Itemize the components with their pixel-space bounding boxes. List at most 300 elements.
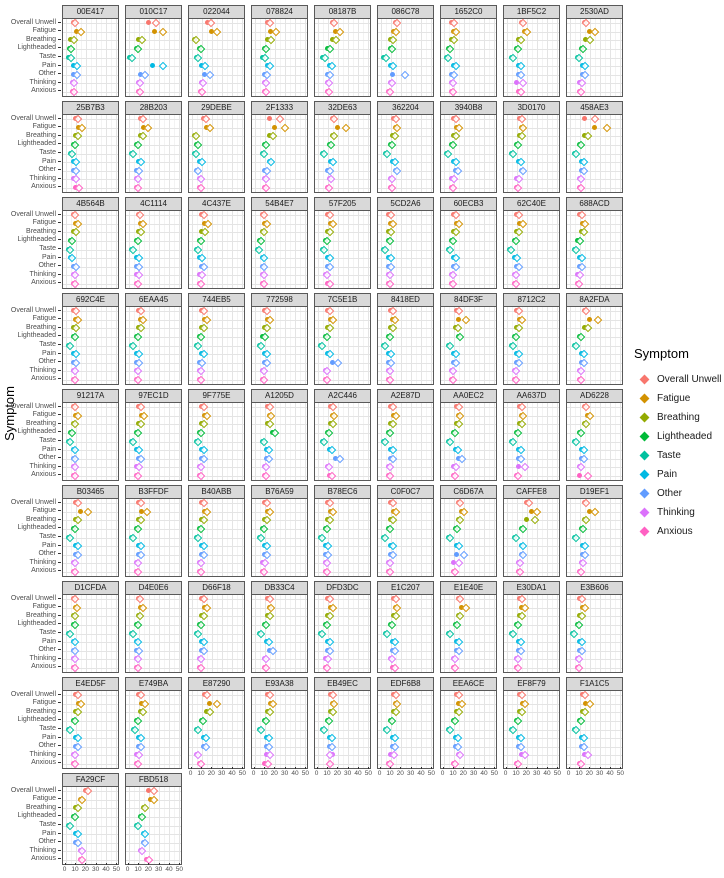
facet-panel-8A2FDA <box>566 293 623 385</box>
data-point-diamond <box>259 211 267 219</box>
x-axis-tick <box>222 767 223 769</box>
gridline-horizontal <box>504 407 559 408</box>
facet-plot-area <box>314 19 371 97</box>
legend-item <box>634 408 724 427</box>
y-axis-tick <box>58 553 61 554</box>
gridline-horizontal <box>189 546 244 547</box>
data-point-diamond <box>454 307 462 315</box>
gridline-horizontal <box>126 555 181 556</box>
x-axis-tick <box>85 863 86 865</box>
y-axis-tick <box>58 47 61 48</box>
gridline-horizontal <box>504 747 559 748</box>
data-point-diamond <box>517 420 525 428</box>
y-axis-label: Overall Unwell <box>0 114 61 123</box>
y-axis-tick <box>58 30 61 31</box>
gridline-horizontal <box>504 738 559 739</box>
data-point-diamond <box>212 700 220 708</box>
facet-panel-6EAA45 <box>125 293 182 385</box>
data-point-diamond <box>453 324 461 332</box>
facet-plot-area <box>314 211 371 289</box>
gridline-horizontal <box>378 136 433 137</box>
gridline-horizontal <box>441 712 496 713</box>
gridline-horizontal <box>567 424 622 425</box>
facet-panel-D1CFDA <box>62 581 119 673</box>
x-axis-tick-label: 20 <box>144 866 152 873</box>
gridline-horizontal <box>567 416 622 417</box>
gridline-horizontal <box>315 416 370 417</box>
x-axis-tick <box>317 767 318 769</box>
y-axis-label: Anxious <box>0 758 61 767</box>
y-axis-tick <box>58 231 61 232</box>
facet-panel-54B4E7 <box>251 197 308 289</box>
gridline-horizontal <box>441 363 496 364</box>
gridline-horizontal <box>252 467 307 468</box>
data-point-diamond <box>454 403 462 411</box>
facet-strip-label: 3D0170 <box>503 101 560 115</box>
data-point-diamond <box>71 324 79 332</box>
facet-strip-label: 28B203 <box>125 101 182 115</box>
gridline-horizontal <box>567 642 622 643</box>
y-axis-label: Taste <box>0 52 61 61</box>
facet-panel-EEA6CE <box>440 677 499 777</box>
gridline-horizontal <box>504 433 559 434</box>
y-axis-tick <box>58 431 61 432</box>
y-axis-tick <box>58 790 61 791</box>
x-axis-tick-label: 0 <box>503 770 508 777</box>
y-axis-tick <box>58 327 61 328</box>
facet-plot-area <box>377 691 434 769</box>
data-point-circle <box>454 552 459 557</box>
x-axis-tick <box>474 767 475 769</box>
gridline-horizontal <box>441 311 496 312</box>
x-axis-tick-label: 20 <box>270 770 278 777</box>
gridline-horizontal <box>504 476 559 477</box>
facet-panel-B3FFDF <box>125 485 182 577</box>
gridline-horizontal <box>567 162 622 163</box>
gridline-horizontal <box>189 320 244 321</box>
gridline-horizontal <box>63 136 118 137</box>
legend-marker-diamond-icon <box>640 432 650 442</box>
y-axis-tick <box>58 353 61 354</box>
legend-item-label: Overall Unwell <box>657 374 722 385</box>
gridline-horizontal <box>189 83 244 84</box>
facet-strip-label: B03465 <box>62 485 119 499</box>
facet-plot-area <box>251 211 308 289</box>
y-axis-label: Thinking <box>0 270 61 279</box>
gridline-horizontal <box>567 738 622 739</box>
facet-panel-2530AD <box>566 5 623 97</box>
y-axis-labels <box>0 594 61 671</box>
gridline-horizontal <box>315 267 370 268</box>
gridline-horizontal <box>567 66 622 67</box>
y-axis-tick <box>58 536 61 537</box>
gridline-horizontal <box>441 136 496 137</box>
gridline-horizontal <box>567 354 622 355</box>
facet-strip-label: 5CD2A6 <box>377 197 434 211</box>
x-axis-tick <box>589 767 590 769</box>
data-point-diamond <box>391 691 399 699</box>
gridline-horizontal <box>126 616 181 617</box>
x-axis-tick-label: 10 <box>197 770 205 777</box>
y-axis-label: Thinking <box>0 174 61 183</box>
gridline-horizontal <box>567 232 622 233</box>
x-axis-tick-label: 0 <box>440 770 445 777</box>
facet-panel-8712C2 <box>503 293 560 385</box>
y-axis-tick <box>58 449 61 450</box>
x-axis-tick-label: 10 <box>449 770 457 777</box>
data-point-diamond <box>517 612 525 620</box>
x-axis-tick-label: 0 <box>251 770 256 777</box>
data-point-diamond <box>517 403 525 411</box>
facet-panel-D66F18 <box>188 581 245 673</box>
gridline-horizontal <box>504 755 559 756</box>
gridline-horizontal <box>504 450 559 451</box>
legend-item <box>634 446 724 465</box>
x-axis-tick-label: 10 <box>575 770 583 777</box>
gridline-horizontal <box>252 476 307 477</box>
x-axis-tick <box>358 767 359 769</box>
facet-strip-label: D66F18 <box>188 581 245 595</box>
facet-plot-area <box>566 403 623 481</box>
gridline-horizontal <box>504 171 559 172</box>
y-axis-tick <box>58 666 61 667</box>
y-axis-label: Breathing <box>0 131 61 140</box>
gridline-horizontal <box>189 66 244 67</box>
data-point-circle <box>582 116 587 121</box>
gridline-horizontal <box>252 162 307 163</box>
gridline-horizontal <box>126 320 181 321</box>
gridline-horizontal <box>315 23 370 24</box>
y-axis-label: Anxious <box>0 182 61 191</box>
gridline-horizontal <box>378 424 433 425</box>
gridline-horizontal <box>63 32 118 33</box>
y-axis-tick <box>58 623 61 624</box>
gridline-horizontal <box>189 651 244 652</box>
gridline-horizontal <box>378 459 433 460</box>
legend-item <box>634 370 724 389</box>
x-axis-tick-label: 50 <box>364 770 373 777</box>
y-axis-label: Lightheaded <box>0 428 61 437</box>
gridline-horizontal <box>567 433 622 434</box>
x-axis-tick <box>620 767 621 769</box>
facet-panel-086C78 <box>377 5 434 97</box>
gridline-horizontal <box>252 320 307 321</box>
gridline-horizontal <box>378 145 433 146</box>
gridline-horizontal <box>567 83 622 84</box>
gridline-horizontal <box>315 92 370 93</box>
data-point-circle <box>390 72 395 77</box>
facet-plot-area <box>566 499 623 577</box>
x-axis-tick <box>494 767 495 769</box>
facet-strip-label: B76A59 <box>251 485 308 499</box>
x-axis-tick-label: 50 <box>112 866 121 873</box>
facet-plot-area <box>377 499 434 577</box>
facet-plot-area <box>125 307 182 385</box>
gridline-horizontal <box>504 83 559 84</box>
gridline-horizontal <box>504 363 559 364</box>
facet-plot-area <box>251 307 308 385</box>
gridline-horizontal <box>315 145 370 146</box>
facet-plot-area <box>440 595 497 673</box>
y-axis-label: Taste <box>0 244 61 253</box>
y-axis-label: Other <box>0 69 61 78</box>
facet-strip-label: EDF6B8 <box>377 677 434 691</box>
x-axis-tick <box>179 863 180 865</box>
y-axis-title: Symptom <box>2 386 17 441</box>
gridline-horizontal <box>567 337 622 338</box>
y-axis-label: Other <box>0 165 61 174</box>
x-axis-tick <box>295 767 296 769</box>
data-point-circle <box>78 509 83 514</box>
y-axis-label: Pain <box>0 253 61 262</box>
facet-strip-label: 362204 <box>377 101 434 115</box>
facet-panel-AD6228 <box>566 389 623 481</box>
gridline-horizontal <box>504 712 559 713</box>
y-axis-tick <box>58 344 61 345</box>
gridline-horizontal <box>315 695 370 696</box>
gridline-horizontal <box>63 608 118 609</box>
gridline-horizontal <box>315 215 370 216</box>
gridline-horizontal <box>126 747 181 748</box>
data-point-diamond <box>459 550 467 558</box>
y-axis-tick <box>58 728 61 729</box>
gridline-horizontal <box>567 224 622 225</box>
y-axis-tick <box>58 562 61 563</box>
facet-strip-label: 7C5E1B <box>314 293 371 307</box>
legend-item <box>634 389 724 408</box>
gridline-horizontal <box>252 171 307 172</box>
data-point-diamond <box>265 420 273 428</box>
gridline-horizontal <box>504 119 559 120</box>
gridline-horizontal <box>189 128 244 129</box>
y-axis-tick <box>58 274 61 275</box>
facet-panel-A2E87D <box>377 389 434 481</box>
x-axis-tick-label: 50 <box>490 770 499 777</box>
gridline-horizontal <box>252 328 307 329</box>
data-point-diamond <box>201 115 209 123</box>
y-axis-tick <box>58 615 61 616</box>
gridline-horizontal <box>315 320 370 321</box>
x-axis-tick <box>400 767 401 769</box>
facet-plot-area <box>377 403 434 481</box>
y-axis-tick <box>58 824 61 825</box>
y-axis-label: Fatigue <box>0 219 61 228</box>
y-axis-label: Pain <box>0 637 61 646</box>
facet-panel-692C4E <box>62 293 119 385</box>
data-point-circle <box>272 125 277 130</box>
facet-panel-2F1333 <box>251 101 308 193</box>
y-axis-label: Overall Unwell <box>0 306 61 315</box>
facet-strip-label: 078824 <box>251 5 308 19</box>
facet-panel-EDF6B8 <box>377 677 436 777</box>
gridline-horizontal <box>252 311 307 312</box>
facet-panel-00E417 <box>62 5 119 97</box>
gridline-horizontal <box>504 563 559 564</box>
gridline-horizontal <box>252 721 307 722</box>
gridline-horizontal <box>63 747 118 748</box>
y-axis-tick <box>58 807 61 808</box>
facet-strip-label: 57F205 <box>314 197 371 211</box>
gridline-horizontal <box>567 721 622 722</box>
facet-strip-label: B40ABB <box>188 485 245 499</box>
data-point-diamond <box>265 595 273 603</box>
y-axis-tick <box>58 510 61 511</box>
gridline-horizontal <box>378 179 433 180</box>
legend-item-label: Taste <box>657 450 681 461</box>
y-axis-tick <box>58 474 61 475</box>
gridline-horizontal <box>378 520 433 521</box>
facet-panel-E1C207 <box>377 581 434 673</box>
gridline-horizontal <box>189 224 244 225</box>
facet-panel-D4E0E6 <box>125 581 182 673</box>
gridline-horizontal <box>504 136 559 137</box>
x-axis-tick <box>516 767 517 769</box>
gridline-horizontal <box>504 555 559 556</box>
facet-strip-label: C6D67A <box>440 485 497 499</box>
gridline-horizontal <box>504 354 559 355</box>
gridline-horizontal <box>378 555 433 556</box>
y-axis-tick <box>58 457 61 458</box>
facet-strip-label: 4B564B <box>62 197 119 211</box>
facet-panel-078824 <box>251 5 308 97</box>
gridline-horizontal <box>126 860 181 861</box>
y-axis-label: Taste <box>0 628 61 637</box>
x-axis-tick <box>537 767 538 769</box>
facet-strip-label: 2530AD <box>566 5 623 19</box>
y-axis-label: Thinking <box>0 462 61 471</box>
data-point-diamond <box>202 691 210 699</box>
x-axis-tick <box>453 767 454 769</box>
x-axis <box>503 767 560 779</box>
gridline-horizontal <box>378 712 433 713</box>
gridline-horizontal <box>252 433 307 434</box>
gridline-horizontal <box>252 49 307 50</box>
gridline-horizontal <box>441 563 496 564</box>
y-axis-label: Breathing <box>0 35 61 44</box>
gridline-horizontal <box>126 808 181 809</box>
y-axis-tick <box>58 65 61 66</box>
x-axis-tick-label: 30 <box>281 770 289 777</box>
gridline-horizontal <box>441 433 496 434</box>
data-point-diamond <box>517 691 525 699</box>
y-axis-label: Overall Unwell <box>0 210 61 219</box>
gridline-horizontal <box>441 467 496 468</box>
x-axis-tick-label: 40 <box>228 770 236 777</box>
facet-plot-area <box>440 403 497 481</box>
x-axis-tick <box>128 863 129 865</box>
legend-item <box>634 465 724 484</box>
x-axis <box>440 767 497 779</box>
data-point-diamond <box>71 228 79 236</box>
y-axis-label: Fatigue <box>0 123 61 132</box>
y-axis-label: Breathing <box>0 707 61 716</box>
facet-plot-area <box>503 595 560 673</box>
gridline-horizontal <box>126 328 181 329</box>
y-axis-tick <box>58 90 61 91</box>
gridline-horizontal <box>252 642 307 643</box>
y-axis-label: Thinking <box>0 846 61 855</box>
gridline-horizontal <box>252 625 307 626</box>
y-axis-tick <box>58 694 61 695</box>
legend-marker-diamond-icon <box>640 375 650 385</box>
gridline-horizontal <box>504 311 559 312</box>
gridline-horizontal <box>315 467 370 468</box>
y-axis-label: Lightheaded <box>0 716 61 725</box>
gridline-horizontal <box>252 503 307 504</box>
facet-panel-EB49EC <box>314 677 373 777</box>
x-axis-tick <box>380 767 381 769</box>
y-axis-label: Pain <box>0 349 61 358</box>
facet-panel-08187B <box>314 5 371 97</box>
facet-strip-label: AA637D <box>503 389 560 403</box>
gridline-horizontal <box>378 311 433 312</box>
x-axis-tick-label: 20 <box>207 770 215 777</box>
gridline-horizontal <box>504 651 559 652</box>
gridline-horizontal <box>252 747 307 748</box>
data-point-diamond <box>70 19 78 27</box>
x-axis-tick-label: 10 <box>323 770 331 777</box>
gridline-horizontal <box>189 75 244 76</box>
data-point-diamond <box>454 559 462 567</box>
facet-panel-91217A <box>62 389 119 481</box>
facet-plot-area <box>503 307 560 385</box>
gridline-horizontal <box>378 625 433 626</box>
data-point-diamond <box>212 28 220 36</box>
data-point-diamond <box>391 115 399 123</box>
gridline-horizontal <box>126 512 181 513</box>
gridline-horizontal <box>567 40 622 41</box>
y-axis-tick <box>58 841 61 842</box>
gridline-horizontal <box>504 416 559 417</box>
facet-panel-AA0EC2 <box>440 389 497 481</box>
y-axis-label: Lightheaded <box>0 620 61 629</box>
gridline-horizontal <box>63 128 118 129</box>
gridline-horizontal <box>252 92 307 93</box>
gridline-horizontal <box>378 546 433 547</box>
y-axis-label: Taste <box>0 148 61 157</box>
facet-strip-label: 022044 <box>188 5 245 19</box>
data-point-diamond <box>138 115 146 123</box>
facet-panel-25B7B3 <box>62 101 119 193</box>
y-axis-label: Lightheaded <box>0 524 61 533</box>
gridline-horizontal <box>441 668 496 669</box>
y-axis-tick <box>58 527 61 528</box>
facet-strip-label: 1652C0 <box>440 5 497 19</box>
gridline-horizontal <box>126 851 181 852</box>
facet-plot-area <box>503 115 560 193</box>
y-axis-label: Overall Unwell <box>0 18 61 27</box>
x-axis-tick <box>337 767 338 769</box>
gridline-horizontal <box>504 599 559 600</box>
y-axis-label: Pain <box>0 445 61 454</box>
y-axis-tick <box>58 502 61 503</box>
gridline-horizontal <box>504 668 559 669</box>
y-axis-label: Thinking <box>0 366 61 375</box>
x-axis <box>314 767 371 779</box>
legend-item-label: Lightheaded <box>657 431 713 442</box>
legend-item <box>634 522 724 541</box>
x-axis-tick <box>106 863 107 865</box>
y-axis-tick <box>58 378 61 379</box>
x-axis-tick <box>610 767 611 769</box>
gridline-horizontal <box>315 40 370 41</box>
x-axis-tick-label: 20 <box>459 770 467 777</box>
legend-item <box>634 427 724 446</box>
facet-panel-C6D67A <box>440 485 497 577</box>
gridline-horizontal <box>252 608 307 609</box>
facet-panel-84DF3F <box>440 293 497 385</box>
gridline-horizontal <box>315 704 370 705</box>
